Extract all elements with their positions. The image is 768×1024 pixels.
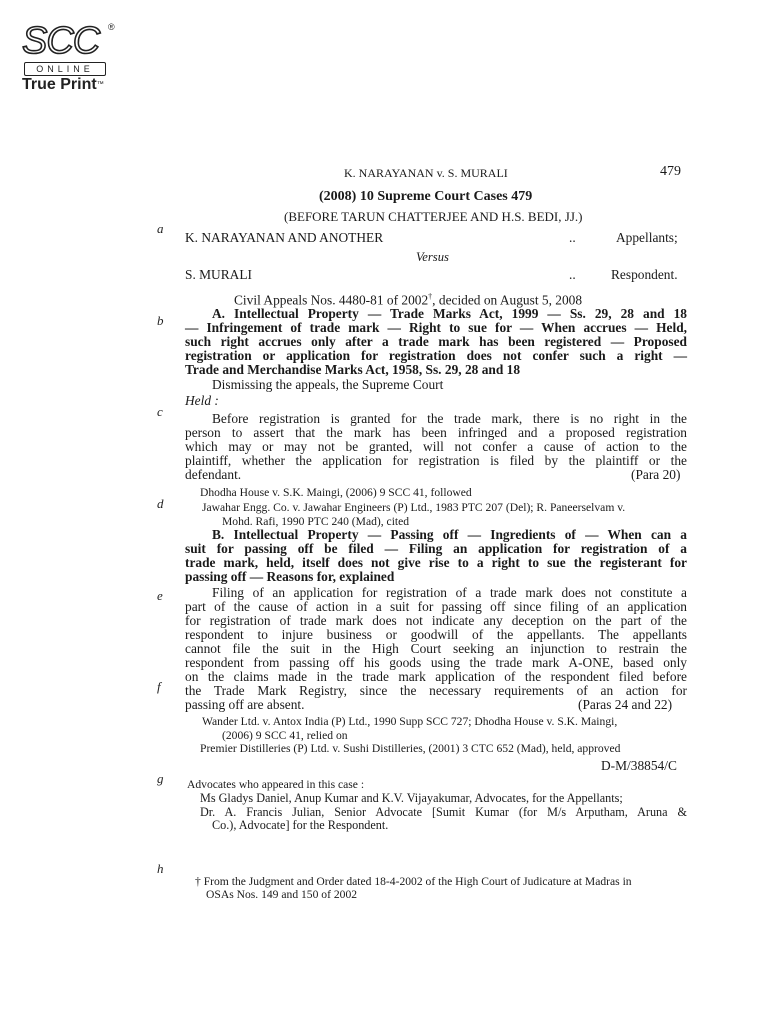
logo-online-text: ONLINE [24, 62, 106, 76]
headnote-b-line-1: B. Intellectual Property — Passing off — Ingredients of — When can a [212, 527, 687, 542]
appellants-role: Appellants; [616, 230, 678, 245]
bench: (BEFORE TARUN CHATTERJEE AND H.S. BEDI, JJ.) [284, 209, 583, 224]
citation-b-1-line-2: (2006) 9 SCC 41, relied on [222, 729, 348, 742]
para-b-line-7: on the claims made in the trade mark application of the respondent filed before [185, 669, 687, 684]
para-b-line-5: cannot file the suit in the High Court seeking an injunction to restrain the [185, 641, 687, 656]
margin-letter-e: e [157, 588, 163, 603]
advocates-line-1: Ms Gladys Daniel, Anup Kumar and K.V. Vijayakumar, Advocates, for the Appellants; [200, 791, 623, 805]
para-b-ref: (Paras 24 and 22) [578, 697, 673, 712]
para-b-line-1: Filing of an application for registration of a trade mark does not constitute a [212, 585, 687, 600]
para-b-line-2: part of the cause of action in a suit for passing off since filing of an application [185, 599, 687, 614]
margin-letter-c: c [157, 404, 163, 419]
para-a-line-3: which may or may not be granted, will not confer a cause of action to the [185, 439, 687, 454]
reference-number: D-M/38854/C [601, 758, 677, 773]
respondent-role: Respondent. [611, 267, 678, 282]
logo-registered-mark: ® [108, 22, 115, 32]
para-a-last: defendant. [185, 467, 242, 482]
margin-letter-d: d [157, 496, 164, 511]
logo-scc-text: SCC [22, 20, 100, 62]
footnote-line-2: OSAs Nos. 149 and 150 of 2002 [206, 888, 358, 901]
advocates-line-2: Dr. A. Francis Julian, Senior Advocate [Sumit Kumar (for M/s Arputham, Aruna & [200, 805, 687, 819]
advocates-heading: Advocates who appeared in this case : [187, 778, 365, 791]
citation-a-1: Dhodha House v. S.K. Maingi, (2006) 9 SCC 41, followed [200, 486, 472, 499]
versus: Versus [416, 250, 449, 264]
case-info: Civil Appeals Nos. 4480-81 of 2002†, decided on August 5, 2008 [234, 292, 583, 308]
para-b-last: passing off are absent. [185, 697, 305, 712]
citation-b-2: Premier Distilleries (P) Ltd. v. Sushi Distilleries, (2001) 3 CTC 652 (Mad), held, approved [200, 742, 621, 755]
citation-a-2-line-1: Jawahar Engg. Co. v. Jawahar Engineers (P) Ltd., 1983 PTC 207 (Del); R. Paneerselvam v. [202, 501, 626, 514]
para-a-line-1: Before registration is granted for the trade mark, there is no right in the [212, 411, 687, 426]
headnote-a-line-3: such right accrues only after a trade mark has been registered — Proposed [185, 334, 687, 349]
held-label: Held : [185, 393, 219, 408]
margin-letter-a: a [157, 221, 164, 236]
para-a-line-4: plaintiff, whether the application for registration is filed by the plaintiff or the [185, 453, 687, 468]
margin-letter-h: h [157, 861, 164, 876]
para-a-line-2: person to assert that the mark has been infringed and a proposed registration [185, 425, 687, 440]
page-number: 479 [660, 164, 681, 179]
para-b-line-4: respondent to injure business or goodwill of the appellants. The appellants [185, 627, 687, 642]
logo-true-print: True Print™ [22, 76, 104, 93]
footnote-line-1: † From the Judgment and Order dated 18-4-2002 of the High Court of Judicature at Madras in [195, 875, 632, 888]
case-citation: (2008) 10 Supreme Court Cases 479 [319, 189, 533, 204]
para-a-ref: (Para 20) [631, 467, 681, 482]
margin-letter-f: f [157, 679, 161, 694]
citation-b-1-line-1: Wander Ltd. v. Antox India (P) Ltd., 1990 Supp SCC 727; Dhodha House v. S.K. Maingi, [202, 715, 618, 728]
headnote-a-line-1: A. Intellectual Property — Trade Marks Act, 1999 — Ss. 29, 28 and 18 [212, 306, 687, 321]
respondent-name: S. MURALI [185, 267, 252, 282]
dismissing-text: Dismissing the appeals, the Supreme Court [212, 377, 444, 392]
headnote-b-line-2: suit for passing off be filed — Filing an application for registration of a [185, 541, 687, 556]
running-title: K. NARAYANAN v. S. MURALI [344, 166, 508, 180]
appellants-dots: .. [569, 230, 576, 245]
advocates-line-3: Co.), Advocate] for the Respondent. [212, 818, 389, 832]
scc-online-logo [22, 22, 118, 92]
headnote-a-line-4: registration or application for registration does not confer such a right — [185, 348, 687, 363]
margin-letter-g: g [157, 771, 164, 786]
headnote-b-line-3: trade mark, held, itself does not give rise to a right to sue the registerant for [185, 555, 687, 570]
margin-letter-b: b [157, 313, 164, 328]
appellants-name: K. NARAYANAN AND ANOTHER [185, 230, 384, 245]
citation-a-2-line-2: Mohd. Rafi, 1990 PTC 240 (Mad), cited [222, 515, 410, 528]
headnote-b-line-4: passing off — Reasons for, explained [185, 569, 395, 584]
para-b-line-8: the Trade Mark Registry, since the necessary requirements of an action for [185, 683, 687, 698]
headnote-a-line-5: Trade and Merchandise Marks Act, 1958, Ss. 29, 28 and 18 [185, 362, 521, 377]
headnote-a-line-2: — Infringement of trade mark — Right to sue for — When accrues — Held, [185, 320, 687, 335]
para-b-line-6: respondent from passing off his goods using the trade mark A-ONE, based only [185, 655, 687, 670]
respondent-dots: .. [569, 267, 576, 282]
para-b-line-3: for registration of trade mark does not indicate any deception on the part of the [185, 613, 687, 628]
